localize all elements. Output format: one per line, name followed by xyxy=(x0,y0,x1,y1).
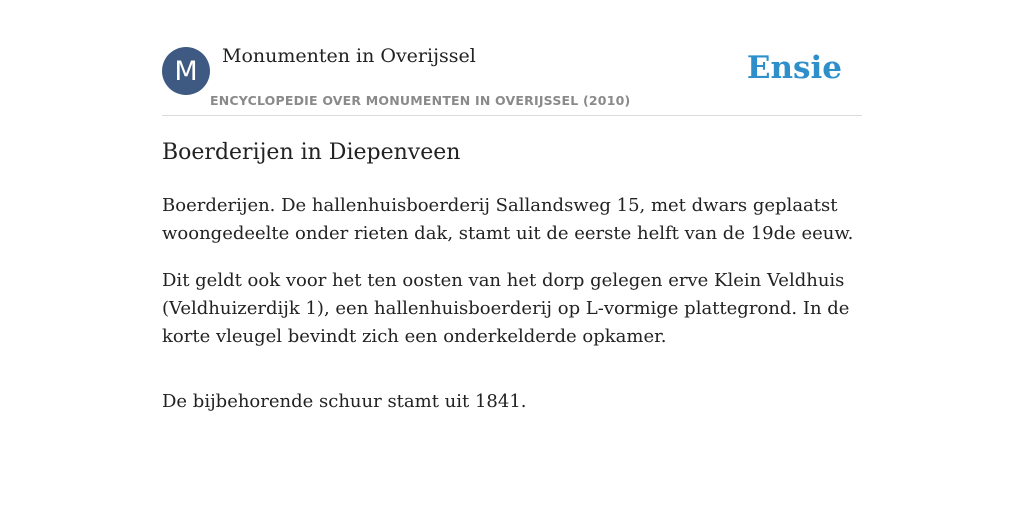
source-avatar[interactable]: M xyxy=(162,47,210,95)
entry-body xyxy=(162,192,862,435)
entry-card xyxy=(162,0,862,512)
ensie-logo[interactable]: Ensie xyxy=(746,50,842,86)
source-header xyxy=(162,0,862,116)
source-title-link[interactable]: Monumenten in Overijssel xyxy=(222,45,476,67)
source-subtitle: ENCYCLOPEDIE OVER MONUMENTEN IN OVERIJSSEL (2010) xyxy=(210,93,631,108)
entry-paragraph: De bijbehorende schuur stamt uit 1841. xyxy=(162,391,527,412)
entry-paragraph: Dit geldt ook voor het ten oosten van het dorp gelegen erve Klein Veldhuis (Veldhuizerdijk 1), een hallenhuisboerderij op L-vormige plattegrond. In de korte vleugel bevindt zich een onderkelderde opkamer. xyxy=(162,270,850,347)
entry-paragraph: Boerderijen. De hallenhuisboerderij Sallandsweg 15, met dwars geplaatst woongedeelte onder rieten dak, stamt uit de eerste helft van de 19de eeuw. xyxy=(162,195,854,244)
entry-title: Boerderijen in Diepenveen xyxy=(162,140,461,165)
